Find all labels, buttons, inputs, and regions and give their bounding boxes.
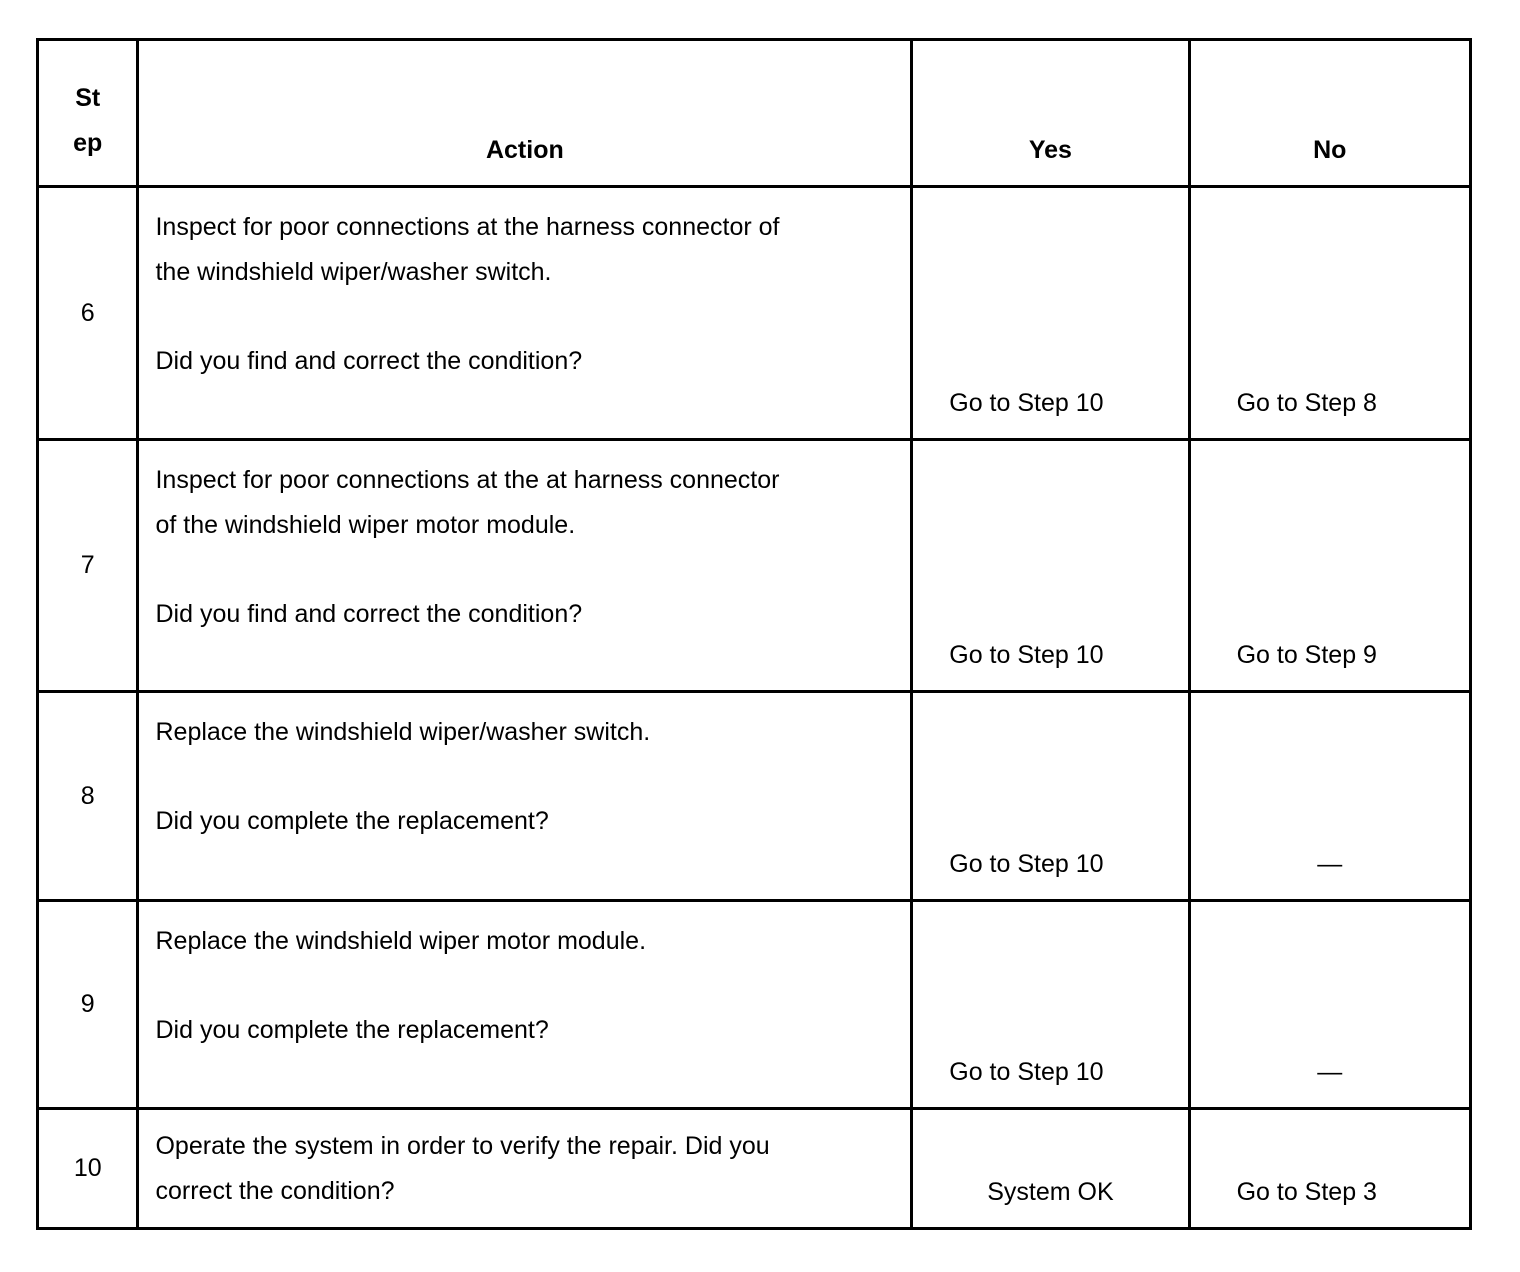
yes-cell: Go to Step 10 [912, 187, 1189, 440]
action-line: correct the condition? [155, 1177, 395, 1205]
yes-cell: Go to Step 10 [912, 692, 1189, 901]
no-cell: Go to Step 3 [1189, 1109, 1470, 1229]
table-row [38, 692, 1471, 901]
action-cell [138, 901, 912, 1109]
action-line: Operate the system in order to verify the repair. Did you [155, 1132, 770, 1160]
no-cell: — [1189, 692, 1470, 901]
header-action: Action [138, 40, 912, 187]
action-question: Did you complete the replacement? [155, 807, 549, 835]
action-cell [138, 692, 912, 901]
yes-cell: System OK [912, 1109, 1189, 1229]
action-line: Inspect for poor connections at the harness connector of [155, 213, 780, 241]
no-cell: Go to Step 8 [1189, 187, 1470, 440]
step-number: 8 [38, 692, 138, 901]
action-line: the windshield wiper/washer switch. [155, 258, 552, 286]
header-yes: Yes [912, 40, 1189, 187]
no-cell: Go to Step 9 [1189, 440, 1470, 692]
no-cell: — [1189, 901, 1470, 1109]
step-number: 10 [38, 1109, 138, 1229]
action-line: Replace the windshield wiper motor module. [155, 927, 647, 955]
action-cell [138, 1109, 912, 1229]
step-number: 9 [38, 901, 138, 1109]
action-question: Did you find and correct the condition? [155, 600, 583, 628]
action-question: Did you find and correct the condition? [155, 347, 583, 375]
step-number: 6 [38, 187, 138, 440]
header-step [38, 40, 138, 187]
header-row [38, 40, 1471, 187]
header-step-line1: St [75, 84, 101, 112]
action-line: of the windshield wiper motor module. [155, 511, 576, 539]
yes-cell: Go to Step 10 [912, 901, 1189, 1109]
header-step-line2: ep [73, 129, 103, 157]
action-question: Did you complete the replacement? [155, 1016, 549, 1044]
action-line: Inspect for poor connections at the at harness connector [155, 466, 780, 494]
action-line: Replace the windshield wiper/washer switch. [155, 718, 651, 746]
table-row [38, 1109, 1471, 1229]
action-cell [138, 187, 912, 440]
diagnostic-table [36, 38, 1472, 1230]
table-row [38, 901, 1471, 1109]
yes-cell: Go to Step 10 [912, 440, 1189, 692]
header-no: No [1189, 40, 1470, 187]
table-row [38, 187, 1471, 440]
step-number: 7 [38, 440, 138, 692]
table-row [38, 440, 1471, 692]
action-cell [138, 440, 912, 692]
